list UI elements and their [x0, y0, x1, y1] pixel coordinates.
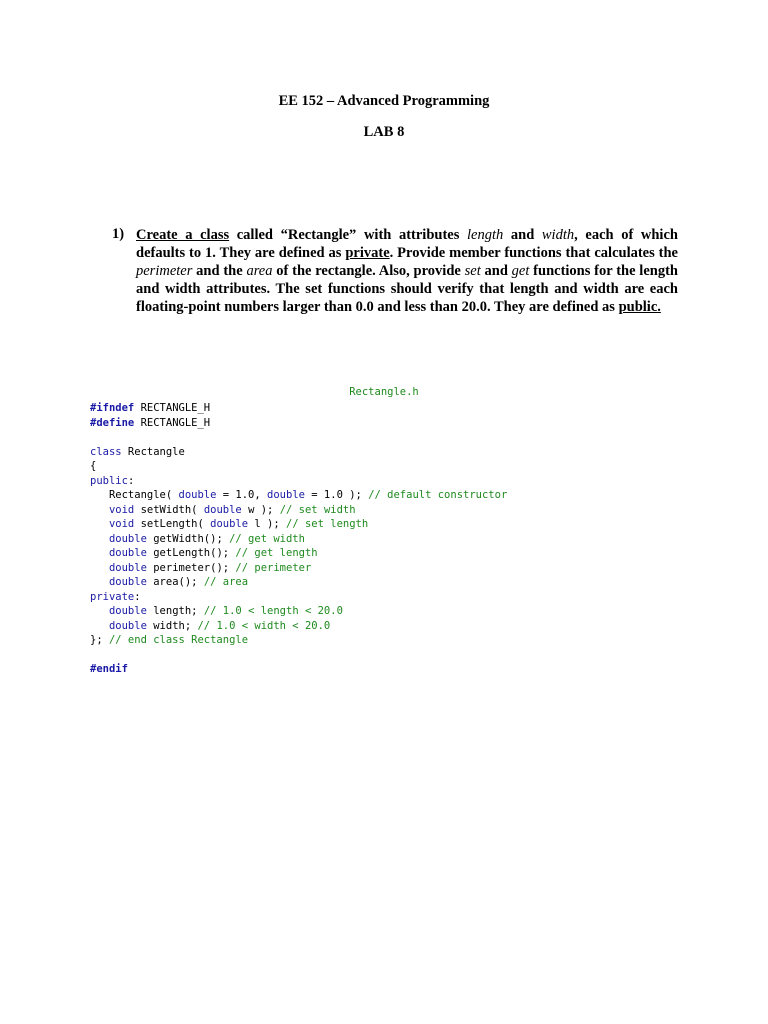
q-seg: Create a class: [136, 227, 230, 243]
code-text: Rectangle: [121, 445, 185, 458]
q-seg: called “Rectangle” with attributes: [229, 227, 467, 243]
code-comment: // set width: [279, 503, 356, 516]
q-seg: width: [541, 227, 575, 243]
code-keyword: double: [203, 503, 242, 516]
code-text: RECTANGLE_H: [134, 402, 211, 414]
code-comment: // 1.0 < width < 20.0: [197, 619, 331, 632]
code-keyword: double: [108, 576, 147, 588]
q-seg: public.: [618, 299, 661, 315]
q-seg: set: [464, 263, 481, 279]
code-line: [90, 430, 507, 445]
q-seg: length: [467, 227, 504, 243]
code-comment: // end class Rectangle: [108, 634, 249, 646]
code-keyword: double: [267, 489, 305, 501]
code-text: Rectangle(: [90, 489, 179, 501]
code-line: [90, 416, 507, 431]
code-block: [90, 401, 507, 677]
code-line: [90, 546, 507, 561]
code-keyword: void: [108, 518, 135, 530]
code-keyword: double: [108, 619, 147, 632]
code-text: [90, 605, 109, 617]
code-keyword: double: [108, 561, 147, 574]
code-text: getWidth();: [146, 532, 230, 545]
q-seg: perimeter: [136, 263, 193, 279]
code-text: :: [127, 474, 135, 487]
code-line: [90, 459, 507, 474]
code-text: l );: [248, 518, 286, 530]
course-title: EE 152 – Advanced Programming: [278, 93, 490, 109]
code-text: [90, 547, 109, 559]
code-line: [90, 619, 507, 634]
code-line: [90, 575, 507, 590]
code-text: RECTANGLE_H: [134, 416, 211, 429]
code-text: [90, 562, 109, 574]
q-seg: and: [503, 227, 542, 243]
code-keyword: double: [178, 489, 217, 501]
code-filename: Rectangle.h: [349, 386, 419, 398]
code-keyword: #ifndef: [90, 402, 135, 414]
code-comment: // get length: [235, 547, 318, 559]
code-comment: // perimeter: [235, 561, 312, 574]
code-text: [90, 518, 109, 530]
code-keyword: public: [90, 474, 128, 487]
code-text: = 1.0 );: [304, 489, 369, 501]
lab-title: LAB 8: [363, 124, 405, 140]
code-line: [90, 633, 507, 648]
code-keyword: void: [108, 503, 135, 516]
q-seg: . Provide member functions that calculates the: [389, 245, 678, 261]
code-keyword: #define: [90, 416, 135, 429]
code-keyword: #endif: [90, 663, 128, 675]
code-keyword: double: [108, 605, 147, 617]
code-keyword: private: [90, 590, 135, 603]
code-line: [90, 401, 507, 416]
code-text: [90, 576, 109, 588]
code-text: length;: [146, 605, 204, 617]
code-text: getLength();: [146, 547, 236, 559]
code-text: perimeter();: [146, 561, 236, 574]
code-comment: // set length: [286, 518, 369, 530]
code-text: [90, 504, 109, 516]
code-comment: // 1.0 < length < 20.0: [203, 605, 343, 617]
code-text: area();: [146, 576, 204, 588]
q-seg: area: [246, 263, 273, 279]
code-text: w );: [241, 503, 280, 516]
code-line: [90, 488, 507, 503]
question-text: [136, 226, 678, 316]
code-line: [90, 503, 507, 518]
code-text: setWidth(: [134, 503, 204, 516]
code-keyword: double: [210, 518, 249, 530]
question-number: 1): [112, 226, 125, 242]
code-text: [90, 533, 109, 545]
q-seg: private: [345, 245, 390, 261]
code-keyword: double: [108, 547, 147, 559]
code-comment: // get width: [229, 532, 305, 545]
q-seg: get: [511, 263, 530, 279]
code-text: [90, 620, 109, 632]
code-text: = 1.0,: [216, 489, 268, 501]
code-keyword: double: [108, 532, 147, 545]
code-line: [90, 648, 507, 663]
code-text: };: [90, 634, 109, 646]
q-seg: functions for the length and width attributes. The set functions should verify that length and width are each floating-point numbers larger than 0.0 and less than 20.0. They are defined as: [136, 263, 678, 315]
code-keyword: class: [90, 445, 122, 458]
code-line: [90, 517, 507, 532]
code-text: {: [90, 460, 97, 472]
code-text: setLength(: [134, 518, 211, 530]
code-line: [90, 474, 507, 489]
code-comment: // area: [203, 576, 249, 588]
q-seg: and the: [192, 263, 247, 279]
code-line: [90, 590, 507, 605]
code-text: width;: [146, 619, 198, 632]
code-line: [90, 604, 507, 619]
code-line: [90, 561, 507, 576]
q-seg: and: [480, 263, 512, 279]
code-line: [90, 445, 507, 460]
code-comment: // default constructor: [368, 489, 508, 501]
code-line: [90, 662, 507, 677]
code-text: :: [134, 590, 141, 603]
q-seg: , each of which defaults to 1. They are defined as: [136, 227, 678, 261]
code-line: [90, 532, 507, 547]
q-seg: of the rectangle. Also, provide: [272, 263, 465, 279]
